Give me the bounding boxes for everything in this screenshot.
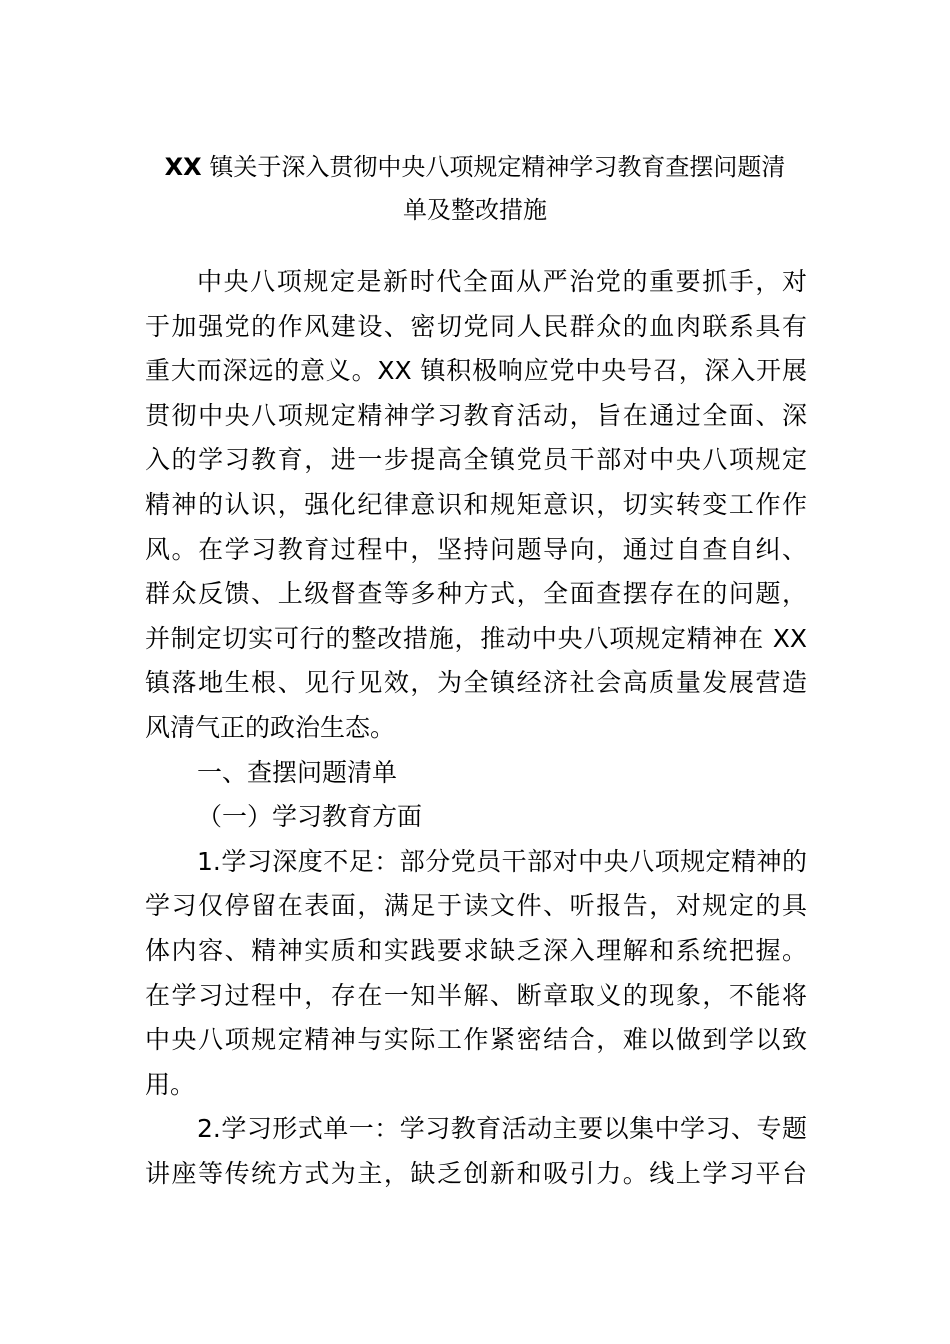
paragraph [145,1107,807,1196]
paragraph-line: 镇落地生根、见行见效，为全镇经济社会高质量发展营造 [145,668,807,698]
paragraph [145,840,807,1108]
paragraph-line: 于加强党的作风建设、密切党同人民群众的血肉联系具有 [145,311,807,341]
paragraph-line: 群众反馈、上级督查等多种方式，全面查摆存在的问题， [145,579,807,609]
paragraph-line: 中央八项规定精神与实际工作紧密结合，难以做到学以致 [145,1025,807,1055]
paragraph-line: 风。在学习教育过程中，坚持问题导向，通过自查自纠、 [145,534,807,564]
paragraph-line: （一）学习教育方面 [197,802,423,832]
paragraph-line: 体内容、精神实质和实践要求缺乏深入理解和系统把握。 [145,935,807,965]
document-body [145,260,807,1196]
paragraph-line: 重大而深远的意义。XX 镇积极响应党中央号召，深入开展 [145,356,807,386]
paragraph-line: 风清气正的政治生态。 [145,712,396,742]
paragraph-line: 用。 [145,1069,196,1099]
paragraph-line: 精神的认识，强化纪律意识和规矩意识，切实转变工作作 [145,489,807,519]
title-line-2: 单及整改措施 [403,196,547,224]
title-line-1 [145,146,805,189]
paragraph-line: 学习仅停留在表面，满足于读文件、听报告，对规定的具 [145,891,807,921]
paragraph [145,795,807,840]
paragraph-line: 入的学习教育，进一步提高全镇党员干部对中央八项规定 [145,445,807,475]
document-title [145,146,805,232]
paragraph-line: 并制定切实可行的整改措施，推动中央八项规定精神在 XX [145,623,807,653]
paragraph-line: 2.学习形式单一：学习教育活动主要以集中学习、专题 [197,1114,807,1144]
paragraph-line: 在学习过程中，存在一知半解、断章取义的现象，不能将 [145,980,807,1010]
paragraph [145,751,807,796]
paragraph-line: 1.学习深度不足：部分党员干部对中央八项规定精神的 [197,846,807,876]
paragraph [145,260,807,751]
paragraph-line: 贯彻中央八项规定精神学习教育活动，旨在通过全面、深 [145,400,807,430]
title-text: 镇关于深入贯彻中央八项规定精神学习教育查摆问题清 [201,153,786,181]
paragraph-line: 中央八项规定是新时代全面从严治党的重要抓手，对 [197,267,807,296]
title-prefix: XX [164,153,202,181]
paragraph-line: 一、查摆问题清单 [197,757,398,787]
paragraph-line: 讲座等传统方式为主，缺乏创新和吸引力。线上学习平台 [145,1158,807,1188]
